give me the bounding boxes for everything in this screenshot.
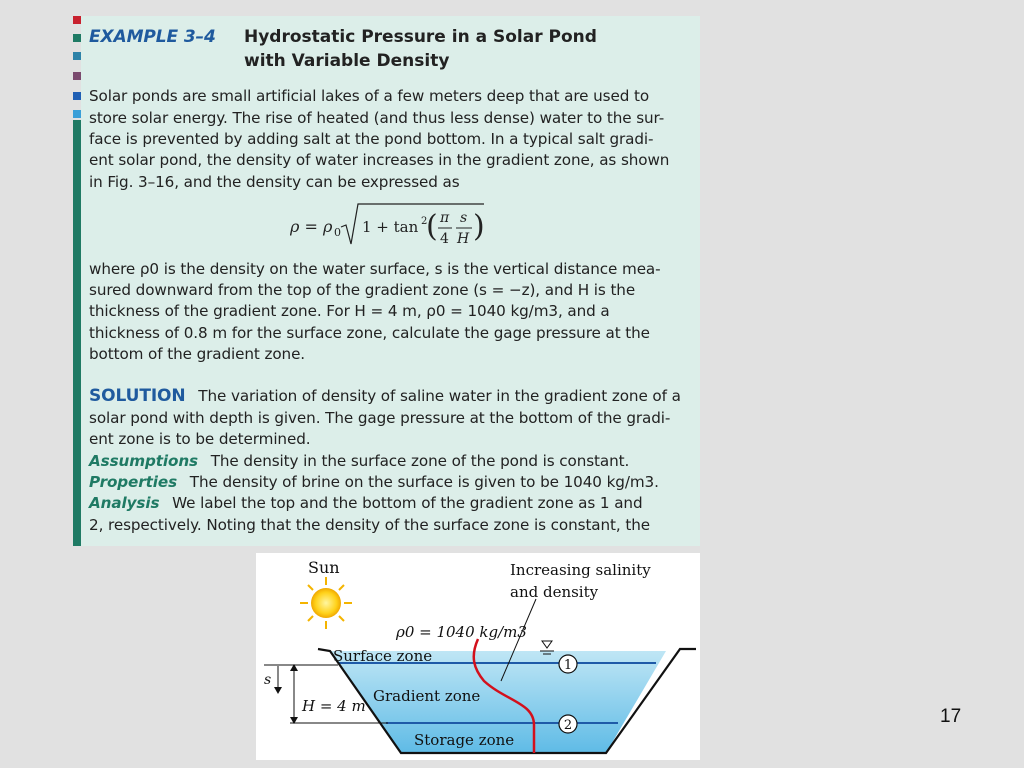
where-line-2: sured downward from the top of the gradient zone (s = −z), and H is the xyxy=(89,281,636,299)
square-teal xyxy=(73,52,81,60)
square-green xyxy=(73,34,81,42)
analysis-text-1: We label the top and the bottom of the gradient zone as 1 and xyxy=(172,494,643,512)
formula-H: H xyxy=(457,231,470,247)
formula-pi: π xyxy=(440,210,450,226)
solution-line-2: solar pond with depth is given. The gage pressure at the bottom of the gradi- xyxy=(89,409,671,427)
formula-one-plus-tan: 1 + tan xyxy=(362,218,419,236)
example-label: EXAMPLE 3–4 xyxy=(89,27,216,47)
where-line-1: where ρ0 is the density on the water surface, s is the vertical distance mea- xyxy=(89,260,661,278)
point-2-label: 2 xyxy=(563,718,573,733)
formula-four: 4 xyxy=(440,231,449,247)
intro-line-1: Solar ponds are small artificial lakes of a few meters deep that are used to xyxy=(89,87,650,105)
formula-right-paren: ) xyxy=(473,209,485,244)
analysis-label: Analysis xyxy=(89,494,160,512)
analysis-line-1 xyxy=(89,494,642,512)
where-line-3: thickness of the gradient zone. For H = 4 m, ρ0 = 1040 kg/m3, and a xyxy=(89,302,610,320)
storage-zone-label: Storage zone xyxy=(414,731,515,749)
s-label: s xyxy=(264,672,272,688)
assumptions-line xyxy=(89,452,629,470)
intro-line-2: store solar energy. The rise of heated (and thus less dense) water to the sur- xyxy=(89,109,665,127)
properties-label: Properties xyxy=(89,473,178,491)
where-line-4: thickness of 0.8 m for the surface zone, calculate the gage pressure at the xyxy=(89,324,650,342)
formula-lhs: ρ = ρ xyxy=(290,217,333,236)
page-number: 17 xyxy=(940,706,962,727)
example-title-line2: with Variable Density xyxy=(244,51,450,71)
h-label: H = 4 m xyxy=(302,697,366,715)
side-accent-bar xyxy=(73,120,81,546)
salinity-label-line1: Increasing salinity xyxy=(510,561,651,579)
density-formula xyxy=(290,200,490,250)
solar-pond-diagram xyxy=(256,553,700,760)
intro-line-5: in Fig. 3–16, and the density can be expressed as xyxy=(89,173,460,191)
intro-line-4: ent solar pond, the density of water increases in the gradient zone, as shown xyxy=(89,151,670,169)
square-lightblue xyxy=(73,110,81,118)
properties-text: The density of brine on the surface is given to be 1040 kg/m3. xyxy=(189,473,659,491)
where-line-5: bottom of the gradient zone. xyxy=(89,345,306,363)
square-red xyxy=(73,16,81,24)
gradient-zone-label: Gradient zone xyxy=(373,687,481,705)
formula-sub0: 0 xyxy=(334,226,341,239)
sun-label: Sun xyxy=(308,558,340,577)
formula-s: s xyxy=(460,210,468,226)
rho-label: ρ0 = 1040 kg/m3 xyxy=(396,623,527,641)
sun-icon xyxy=(300,577,352,629)
assumptions-text: The density in the surface zone of the pond is constant. xyxy=(210,452,630,470)
square-blue xyxy=(73,92,81,100)
solution-line-3: ent zone is to be determined. xyxy=(89,430,311,448)
assumptions-label: Assumptions xyxy=(89,452,198,470)
formula-left-paren: ( xyxy=(426,209,438,244)
properties-line xyxy=(89,473,659,491)
square-purple xyxy=(73,72,81,80)
surface-zone-label: Surface zone xyxy=(333,647,433,665)
salinity-label-line2: and density xyxy=(510,583,599,601)
point-1-label: 1 xyxy=(563,658,573,673)
solution-text-1: The variation of density of saline water in the gradient zone of a xyxy=(198,387,681,405)
example-title-line1: Hydrostatic Pressure in a Solar Pond xyxy=(244,27,597,47)
solar-pond-figure xyxy=(256,553,700,760)
solution-line-1 xyxy=(89,386,681,406)
formula-squared: 2 xyxy=(421,216,428,227)
analysis-line-2: 2, respectively. Noting that the density of the surface zone is constant, the xyxy=(89,516,650,534)
intro-line-3: face is prevented by adding salt at the pond bottom. In a typical salt gradi- xyxy=(89,130,654,148)
s-arrowhead xyxy=(274,687,282,694)
solution-label: SOLUTION xyxy=(89,386,186,406)
